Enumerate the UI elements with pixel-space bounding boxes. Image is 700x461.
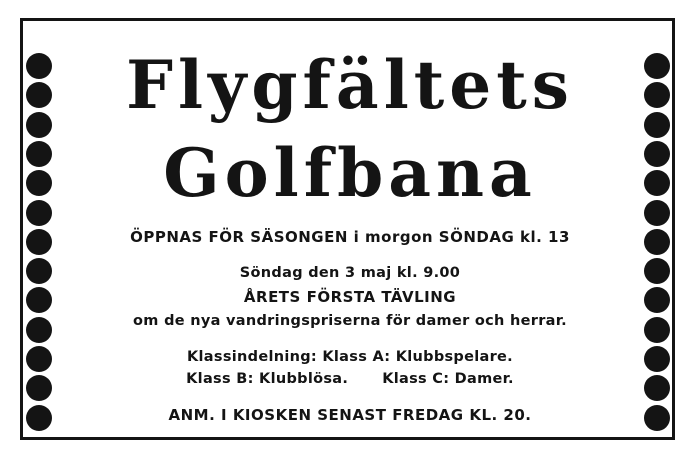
border-dot [644,317,670,343]
top-rule [22,18,674,21]
right-dot-border [644,53,670,431]
border-dot [26,53,52,79]
prize-text: om de nya vandringspriserna för damer och herrar. [133,313,567,329]
border-dot [644,53,670,79]
border-dot [644,200,670,226]
border-dot [26,141,52,167]
border-dot [26,229,52,255]
class-division-line-2 [60,371,640,387]
signup-notice: ANM. I KIOSKEN SENAST FREDAG KL. 20. [168,406,532,424]
border-dot [644,287,670,313]
border-dot [26,287,52,313]
border-dot [644,405,670,431]
border-dot [644,375,670,401]
class-b-text: Klass B: Klubblösa. [186,371,349,387]
right-rule [672,18,675,440]
opening-notice: ÖPPNAS FÖR SÄSONGEN i morgon SÖNDAG kl. 13 [130,228,570,246]
border-dot [644,141,670,167]
border-dot [644,229,670,255]
border-dot [26,405,52,431]
border-dot [644,346,670,372]
border-dot [26,346,52,372]
class-c-text: Klass C: Damer. [382,371,514,387]
border-dot [644,82,670,108]
competition-title: ÅRETS FÖRSTA TÄVLING [243,288,457,306]
class-division-line-1: Klassindelning: Klass A: Klubbspelare. [187,349,513,365]
border-dot [26,112,52,138]
border-dot [644,112,670,138]
bottom-rule [22,437,674,440]
border-dot [644,170,670,196]
border-dot [26,317,52,343]
border-dot [644,258,670,284]
border-dot [26,82,52,108]
border-dot [26,170,52,196]
headline-line-1: Flygfältets [126,46,574,124]
left-rule [20,18,23,440]
headline-line-2: Golfbana [163,134,537,212]
left-dot-border [26,53,52,431]
border-dot [26,200,52,226]
competition-date: Söndag den 3 maj kl. 9.00 [239,265,461,281]
border-dot [26,258,52,284]
border-dot [26,375,52,401]
